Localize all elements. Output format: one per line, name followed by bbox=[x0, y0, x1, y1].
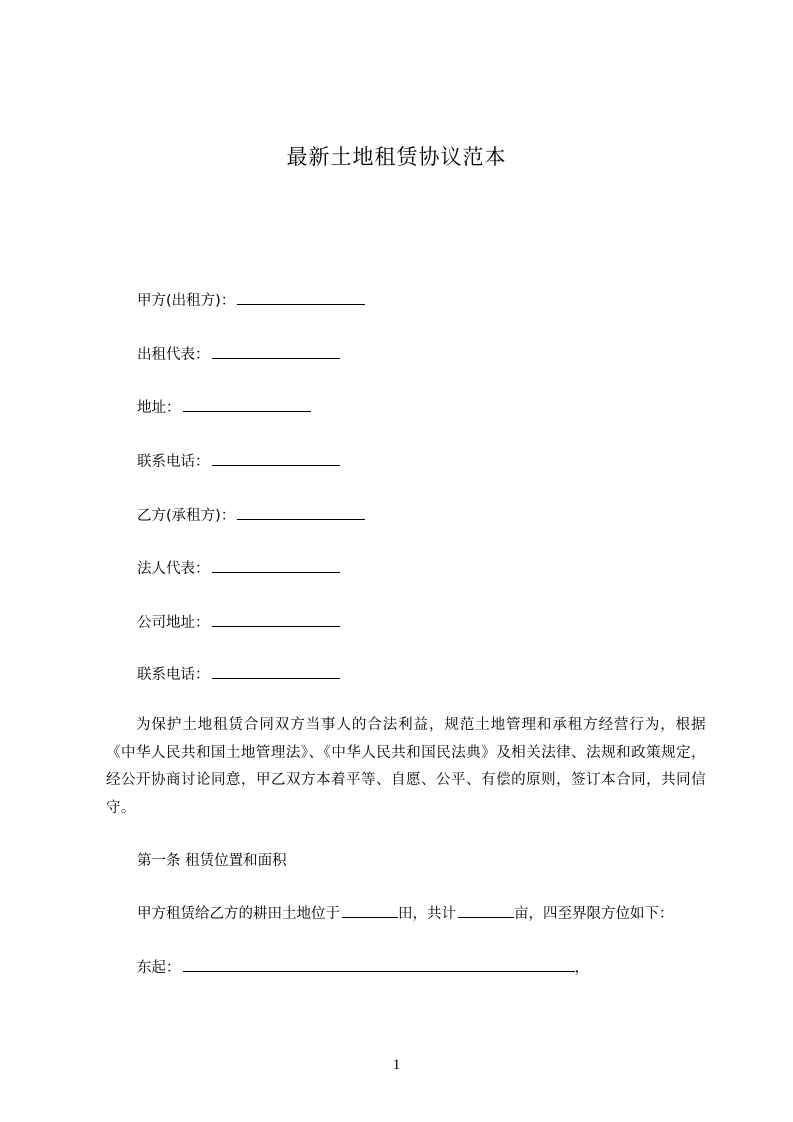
party-a-label: 甲方(出租方)： bbox=[137, 293, 236, 309]
party-a-rep-label: 出租代表： bbox=[137, 347, 210, 363]
party-a-address-blank[interactable] bbox=[183, 397, 311, 412]
party-a-phone-blank[interactable] bbox=[212, 451, 340, 466]
party-a-address-field bbox=[137, 397, 311, 419]
party-b-phone-field bbox=[137, 664, 340, 686]
party-b-rep-blank[interactable] bbox=[212, 558, 340, 573]
page-number: 1 bbox=[392, 1057, 401, 1073]
party-a-phone-label: 联系电话： bbox=[137, 454, 210, 470]
area-blank[interactable] bbox=[458, 903, 514, 918]
party-a-rep-field bbox=[137, 344, 340, 366]
party-a-address-label: 地址： bbox=[137, 400, 181, 416]
party-b-phone-label: 联系电话： bbox=[137, 667, 210, 683]
party-b-rep-field bbox=[137, 558, 340, 580]
article1-location-line bbox=[137, 903, 674, 925]
party-b-phone-blank[interactable] bbox=[212, 664, 340, 679]
location-text-3: 亩，四至界限方位如下： bbox=[514, 906, 674, 922]
party-b-address-field bbox=[137, 612, 340, 634]
party-a-blank[interactable] bbox=[237, 290, 365, 305]
party-b-address-label: 公司地址： bbox=[137, 615, 210, 631]
party-b-address-blank[interactable] bbox=[212, 612, 340, 627]
party-b-rep-label: 法人代表： bbox=[137, 561, 210, 577]
field-name-blank[interactable] bbox=[342, 903, 398, 918]
location-text-1: 甲方租赁给乙方的耕田土地位于 bbox=[137, 906, 340, 922]
party-a-rep-blank[interactable] bbox=[212, 344, 340, 359]
party-b-blank[interactable] bbox=[237, 505, 365, 520]
party-b-field bbox=[137, 505, 365, 527]
east-label: 东起： bbox=[137, 960, 181, 976]
location-text-2: 田，共计 bbox=[398, 906, 456, 922]
preamble-paragraph: 为保护土地租赁合同双方当事人的合法利益，规范土地管理和承租方经营行为，根据《中华人民共和国土地管理法》、《中华人民共和国民法典》及相关法律、法规和政策规定，经公开协商讨论同意，甲乙双方本着平等、自愿、公平、有偿的原则，签订本合同，共同信守。 bbox=[106, 717, 706, 816]
east-suffix: ， bbox=[574, 960, 589, 976]
party-a-field bbox=[137, 290, 365, 312]
article1-heading: 第一条 租赁位置和面积 bbox=[137, 853, 287, 869]
party-a-phone-field bbox=[137, 451, 340, 473]
east-boundary-line bbox=[137, 957, 589, 979]
document-title: 最新土地租赁协议范本 bbox=[286, 145, 507, 169]
party-b-label: 乙方(承租方)： bbox=[137, 508, 236, 524]
east-boundary-blank[interactable] bbox=[183, 957, 575, 972]
